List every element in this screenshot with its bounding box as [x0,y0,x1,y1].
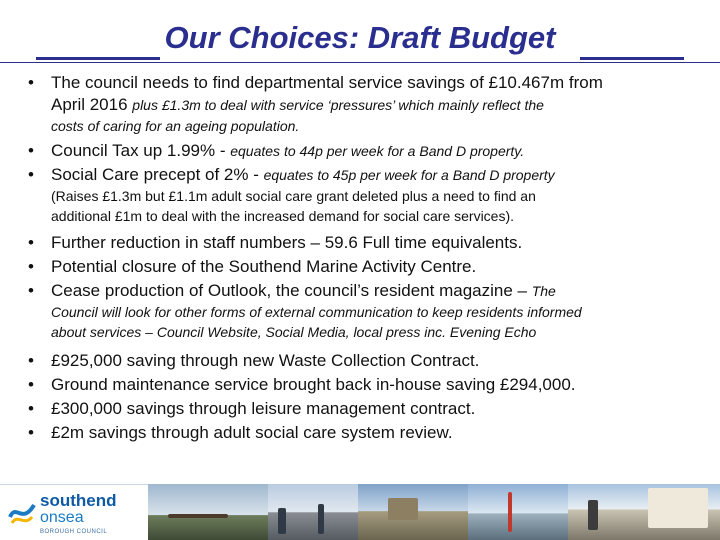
logo-word-southend: southend [40,491,117,510]
footer-banner [0,484,720,540]
bullet-note: plus £1.3m to deal with service ‘pressures’ which mainly reflect the [132,97,544,113]
logo-word-onsea: onsea [40,509,84,526]
bullet-note: about services – Council Website, Social Media, local press inc. Evening Echo [51,324,537,340]
title-underline-right [580,57,684,60]
photo-promenade [358,484,468,540]
bullet-outlook-magazine [28,280,708,342]
logo-tagline: BOROUGH COUNCIL [40,529,108,535]
bullet-note: equates to 44p per week for a Band D property. [230,143,525,159]
bullet-text: £300,000 savings through leisure management contract. [51,399,476,418]
wave-icon [8,495,36,525]
bullet-leisure-contract [28,398,708,420]
bullet-text: Ground maintenance service brought back in-house saving £294,000. [51,375,576,394]
bullet-list [28,68,708,444]
bullet-social-care-precept [28,164,708,226]
title-divider [0,62,720,63]
bullet-staff-reduction [28,232,708,254]
photo-pier [148,484,268,540]
bullet-adult-care-review [28,422,708,444]
bullet-note: Council will look for other forms of external communication to keep residents informed [51,304,582,320]
bullet-note: (Raises £1.3m but £1.1m adult social care grant deleted plus a need to find an [51,188,536,204]
bullet-text: The council needs to find departmental service savings of £10.467m from [51,73,603,92]
bullet-text: Further reduction in staff numbers – 59.6 Full time equivalents. [51,233,523,252]
bullet-note: The [531,283,556,299]
photo-beach [468,484,568,540]
bullet-text: April 2016 [51,95,133,114]
bullet-note: costs of caring for an ageing population. [51,118,300,134]
bullet-text: Council Tax up 1.99% - [51,141,231,160]
bullet-note: additional £1m to deal with the increased demand for social care services). [51,208,515,224]
title-underline-left [36,57,160,60]
bullet-text: Social Care precept of 2% - [51,165,264,184]
bullet-council-tax [28,140,708,162]
bullet-text: £2m savings through adult social care system review. [51,423,453,442]
bullet-note: equates to 45p per week for a Band D property [263,167,555,183]
bullet-ground-maintenance [28,374,708,396]
bullet-waste-collection [28,350,708,372]
photo-seafront [268,484,358,540]
photo-buildings [568,484,720,540]
bullet-text: Cease production of Outlook, the council’s resident magazine – [51,281,532,300]
bullet-text: £925,000 saving through new Waste Collection Contract. [51,351,480,370]
slide-title: Our Choices: Draft Budget [164,20,556,55]
bullet-marine-centre [28,256,708,278]
southend-logo [0,484,148,540]
bullet-text: Potential closure of the Southend Marine Activity Centre. [51,257,477,276]
bullet-savings [28,72,708,136]
